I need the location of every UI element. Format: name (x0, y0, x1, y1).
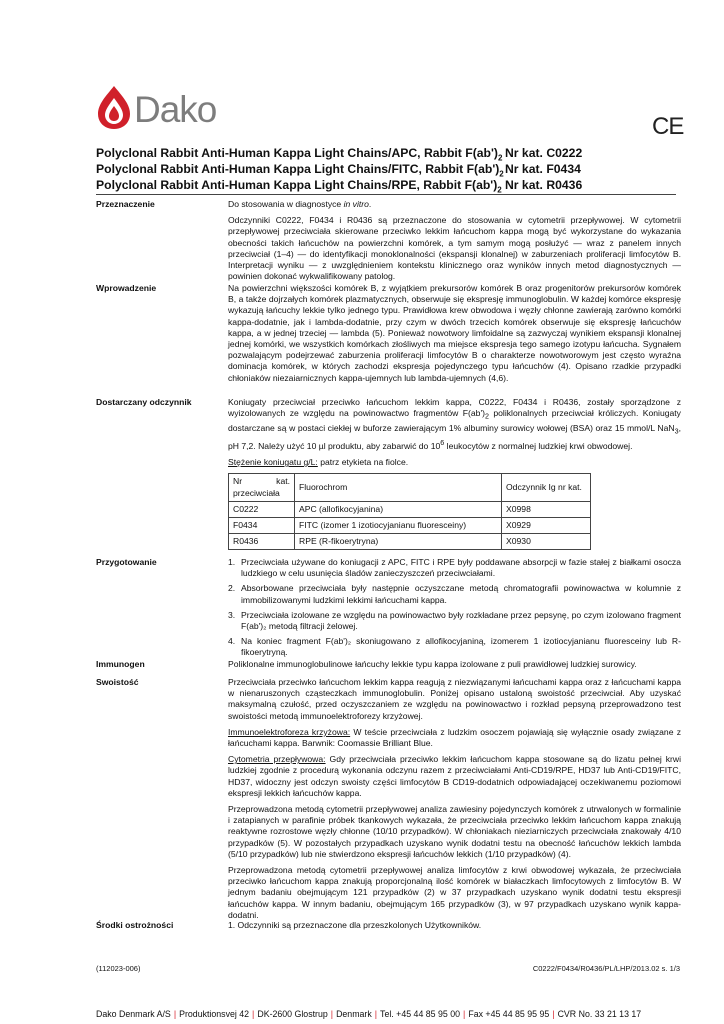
company-contact: Dako Denmark A/S | Produktionsvej 42 | DK-2600 Glostrup | Denmark | Tel. +45 44 85 95 00 | Fax +45 44 85 95 95 | CVR No. 33 21 13 17 (96, 1009, 642, 1019)
paragraph: Odczynniki C0222, F0434 i R0436 są przeznaczone do stosowania w cytometrii przepływowej. W cytometrii przepływowej przeciwciała skierowane przeciwko lekkim łańcuchom kappa mogą być wykorzystane do wykazania obecności takich łańcuchów na powierzchni komórek, a tym samym mogą posłużyć — wraz z panelem innych przeciwciał (1–4) — do identyfikacji monoklonalności (ekspansji klonalnej) w zaburzeniach proliferacji limfocytów B. Interpretacji wyniku — z uwzględnieniem kontekstu klinicznego oraz wyników innych metod diagnostycznych — powinien dokonać wykwalifikowany patolog. (228, 215, 681, 282)
fluorochrome-table (228, 473, 591, 550)
section-label: Immunogen (96, 659, 145, 669)
brand-name: Dako (134, 89, 217, 130)
paragraph: Na powierzchni większości komórek B, z wyjątkiem prekursorów komórek B oraz progenitorów prekursorów komórek B, a także dojrzałych komórek plazmatycznych, obserwuje się ekspresję immunoglobulin. W każdej komórce ekspresję wykazują łańcuchy lekkie tylko jednego typu. Prawidłowa krew obwodowa i węzły chłonne zawierają zarówno komórki kappa-dodatnie, jak i lambda-dodatnie, przy czym w dwóch trzecich komórek obserwuje się ekspresję łańcuchów kappa, a w jednej trzeciej — lambda (5). Ponieważ nowotwory limfoidalne są zazwyczaj wynikiem ekspansji klonalnej jednej komórki, we wszystkich komórkach złośliwych ma miejsce ekspresja tego samego izotypu łańcucha. Sygnałem pozwalającym podejrzewać zaburzenia proliferacji limfocytów B o charakterze nowotworowym jest często wyraźna dominacja komórek, w których zachodzi ekspresja pojedynczego typu łańcuchów (4). Opisano rzadkie przypadki chłoniaków niezaiarnicznych kappa-ujemnych lub lambda-ujemnych (4,6). (228, 283, 681, 383)
table-header-row (229, 474, 591, 501)
title-line: Polyclonal Rabbit Anti-Human Kappa Light Chains/RPE, Rabbit $F(ab')_2$ Nr kat. R0436 (96, 178, 583, 195)
section-label: Środki ostrożności (96, 920, 174, 930)
catalog-number: Nr kat. R0436 (505, 178, 583, 192)
paragraph: Cytometria przepływowa: Gdy przeciwciała przeciwko lekkim łańcuchom kappa stosowane są do lizatu pełnej krwi ludzkiej zgodnie z procedurą wykonania odczynu razem z przeciwciałami Anti-CD19/RPE, HD37 lub Anti-CD19/FITC, HD37, widoczny jest odczyn swoisty części limfocytów B CD19-dodatnich odpowiadającej oczekiwanemu poziomowi ekspresji lekkich łańcuchów kappa. (228, 754, 681, 798)
table-header-cell: Nr kat. przeciwciała (229, 474, 295, 501)
section-immunogen (96, 659, 681, 675)
title-text: Polyclonal Rabbit Anti-Human Kappa Light Chains/RPE, Rabbit F(ab') (96, 178, 498, 192)
table-cell: RPE (R-fikoerytryna) (295, 534, 502, 550)
title-text: Polyclonal Rabbit Anti-Human Kappa Light Chains/FITC, Rabbit F(ab') (96, 162, 500, 176)
table-cell: X0929 (502, 517, 591, 533)
list-item: 3. Przeciwciała izolowane ze względu na powinowactwo były rozkładane przez pepsynę, po czym izolowano fragment F(ab')₂ metodą filtracji żelowej. (228, 609, 681, 632)
paragraph: Przeprowadzona metodą cytometrii przepływowej analiza zawiesiny pojedynczych komórek z utrwalonych w formalinie i zatapianych w parafinie próbek tkankowych wykazała, że przeciwciała przeciwko lekkim łańcuchom kappa znakują reaktywne rozrostowe węzły chłonne (10/10 przypadków). W chłoniakach nieziarniczych przeciwciała znakowały 4/10 przypadków (5). W pozostałych przypadkach uzyskano wynik dodatni testu na obecność łańcuchów lekkich lambda (5/10 przypadków) lub nie stwierdzono ekspresji łańcuchów lekkich (1/10 przypadków) (4). (228, 804, 681, 859)
section-srodki (96, 920, 681, 936)
section-swoistosc (96, 677, 681, 926)
list-item: 1. Przeciwciała używane do koniugacji z APC, FITC i RPE były poddawane absorpcji w fazie stałej z białkami osocza ludzkiego w celu usunięcia śladów zanieczyszczeń przeciwciałami. (228, 557, 681, 579)
table-cell: F0434 (229, 517, 295, 533)
title-divider (96, 194, 676, 195)
product-titles (96, 146, 656, 194)
title-line: Polyclonal Rabbit Anti-Human Kappa Light Chains/APC, Rabbit $F(ab')_2$ Nr kat. C0222 (96, 146, 583, 163)
ce-mark: CE (652, 113, 684, 140)
section-label: Wprowadzenie (96, 283, 157, 293)
paragraph: Immunoelektroforeza krzyżowa: W teście przeciwciała z ludzkim osoczem pojawiają się wyłącznie osady związane z łańcuchami kappa. Barwnik: Coomassie Brilliant Blue. (228, 726, 681, 749)
table-cell: C0222 (229, 501, 295, 517)
list-item: 4. Na koniec fragment F(ab')₂ skoniugowano z allofikocyjaniną, izomerem 1 izotiocyjanianu fluoresceiny lub R-fikoerytryną. (228, 636, 681, 658)
dako-flame-icon (96, 84, 132, 130)
paragraph: Przeprowadzona metodą cytometrii przepływowej analiza limfocytów z krwi obwodowej wykazała, że przeciwciała przeciwko łańcuchom kappa znakują proporcjonalną ilość komórek w białaczkach limfocytowych z limfocytów B. W jednym badaniu obejmującym 121 przypadków (2) w 37 przypadkach uzyskano wynik dodatni testu ekspresji łańcuchów kappa. W innym badaniu, obejmującym 165 przypadków (3), w 97 przypadkach uzyskano wynik kappa-dodatni. (228, 865, 681, 920)
paragraph: 1. Odczynniki są przeznaczone dla przeszkolonych Użytkowników. (228, 920, 482, 930)
table-cell: X0998 (502, 501, 591, 517)
page-reference: C0222/F0434/R0436/PL/LHP/2013.02 s. 1/3 (532, 964, 680, 973)
paragraph: Koniugaty przeciwciał przeciwko łańcuchom lekkim kappa, C0222, F0434 i R0436, zostały sporządzone z wyizolowanych ze względu na powinowactwo fragmentów $F(ab')_2$ poliklonalnych przeciwciał króliczych. Koniugaty dostarczane są w postaci ciekłej w buforze zawierającym 1% albuminy surowicy wołowej (BSA) oraz 15 mmol/L NaN$_3$, pH 7,2. Należy użyć 10 µl produktu, aby zabarwić do $10^6$ leukocytów z normalnej ludzkiej krwi obwodowej. (228, 397, 681, 451)
paragraph: Poliklonalne immunoglobulinowe łańcuchy lekkie typu kappa izolowane z puli prawidłowej ludzkiej surowicy. (228, 659, 637, 669)
paragraph: Przeciwciała przeciwko łańcuchom lekkim kappa reagują z niezwiązanymi łańcuchami kappa oraz z łańcuchami kappa w nienaruszonych cząsteczkach immunoglobulin. Poniżej opisano ustaloną swoistość przeciwciał. Aby uzyskać maksymalną czułość, przed oczyszczaniem ze względu na powinowactwo i rozkład pepsyną przeprowadzono test swoistości metodą immunoelektroforezy krzyżowej. (228, 677, 681, 721)
preparation-list (228, 557, 681, 659)
catalog-number: Nr kat. F0434 (505, 162, 581, 176)
table-cell: X0930 (502, 534, 591, 550)
catalog-number: Nr kat. C0222 (505, 146, 583, 160)
table-row (229, 517, 591, 533)
table-row (229, 534, 591, 550)
list-item: 2. Absorbowane przeciwciała były następnie oczyszczane metodą chromatografii powinowactwa w kolumnie z immobilizowanymi ludzkimi lekkimi łańcuchami kappa. (228, 583, 681, 605)
document-code: (112023-006) (96, 964, 141, 973)
title-line: Polyclonal Rabbit Anti-Human Kappa Light Chains/FITC, Rabbit $F(ab')_2$ Nr kat. F0434 (96, 162, 581, 179)
table-cell: R0436 (229, 534, 295, 550)
paragraph: Do stosowania w diagnostyce in vitro. (228, 199, 372, 209)
dako-logo (96, 84, 217, 134)
section-label: Przygotowanie (96, 557, 157, 567)
section-label: Dostarczany odczynnik (96, 397, 192, 407)
table-row (229, 501, 591, 517)
title-text: Polyclonal Rabbit Anti-Human Kappa Light Chains/APC, Rabbit F(ab') (96, 146, 498, 160)
table-cell: FITC (izomer 1 izotiocyjanianu fluoresceiny) (295, 517, 502, 533)
table-cell: APC (allofikocyjanina) (295, 501, 502, 517)
section-wprowadzenie (96, 283, 681, 389)
section-dostarczany (96, 397, 681, 550)
paragraph: Stężenie koniugatu g/L: patrz etykieta na fiolce. (228, 457, 409, 468)
table-header-cell: Fluorochrom (295, 474, 502, 501)
section-przygotowanie (96, 557, 681, 663)
section-przeznaczenie (96, 199, 681, 287)
section-label: Przeznaczenie (96, 199, 155, 209)
table-header-cell: Odczynnik Ig nr kat. (502, 474, 591, 501)
section-label: Swoistość (96, 677, 139, 687)
